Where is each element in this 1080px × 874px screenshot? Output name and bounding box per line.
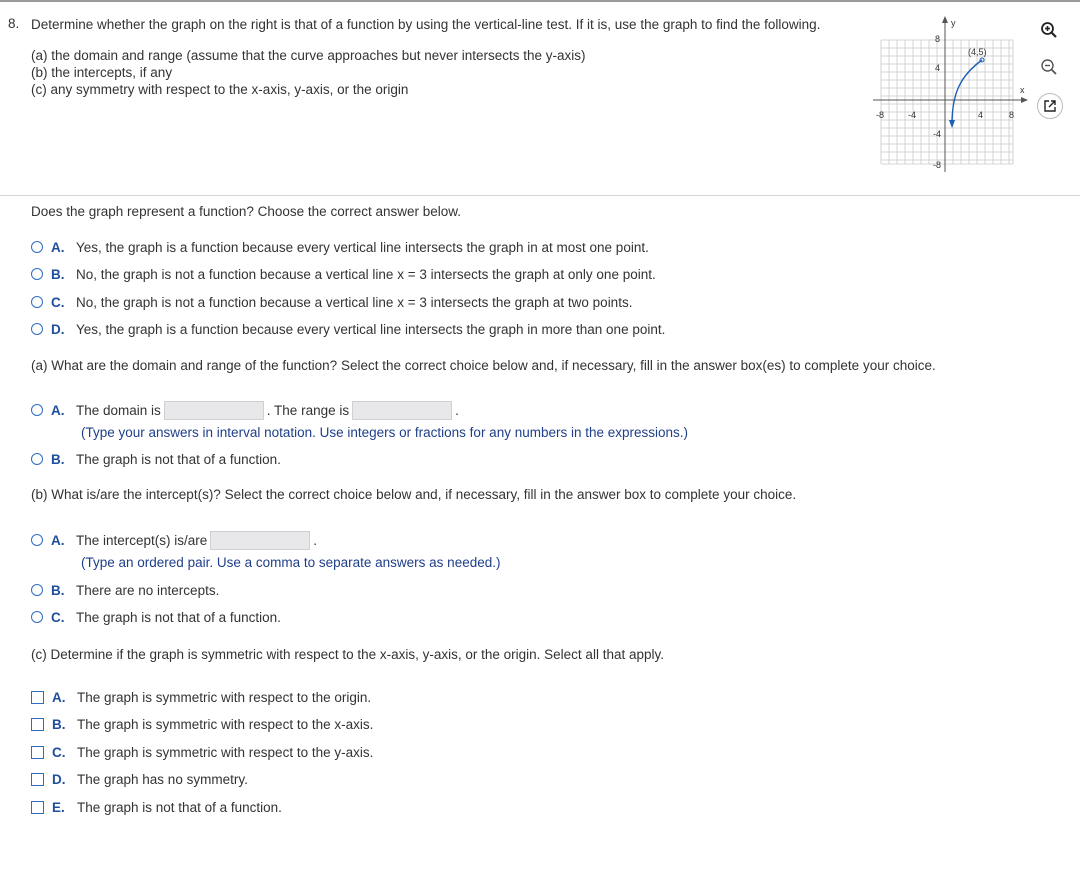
- part-c-option-c[interactable]: [31, 742, 373, 762]
- radio-button[interactable]: [31, 268, 43, 280]
- range-answer-box[interactable]: [352, 401, 452, 420]
- option-text: The graph has no symmetry.: [77, 771, 248, 787]
- option-text: The graph is symmetric with respect to the x-axis.: [77, 716, 374, 732]
- part-c-option-e[interactable]: [31, 797, 282, 817]
- part-c-option-b[interactable]: [31, 714, 373, 734]
- x-tick-label: -4: [908, 110, 917, 120]
- question-prompt: [31, 16, 831, 98]
- checkbox[interactable]: [31, 773, 44, 786]
- option-letter: C.: [52, 744, 66, 760]
- x-tick-label: -8: [876, 110, 885, 120]
- y-tick-label: 8: [935, 34, 941, 44]
- radio-button[interactable]: [31, 241, 43, 253]
- question-part-c: (c) any symmetry with respect to the x-axis, y-axis, or the origin: [31, 82, 409, 97]
- option-letter: A.: [52, 689, 66, 705]
- option-letter: E.: [52, 799, 65, 815]
- option-text: The graph is symmetric with respect to the y-axis.: [77, 744, 374, 760]
- section-divider: [0, 195, 1080, 196]
- question-number: 8.: [8, 16, 20, 31]
- option-text: The graph is not that of a function.: [76, 609, 281, 625]
- option-text: There are no intercepts.: [76, 582, 220, 598]
- part-c-option-d[interactable]: [31, 769, 248, 789]
- option-letter: B.: [51, 451, 65, 467]
- checkbox[interactable]: [31, 746, 44, 759]
- option-text: The graph is symmetric with respect to the origin.: [77, 689, 372, 705]
- zoom-in-button[interactable]: [1037, 18, 1061, 42]
- radio-button[interactable]: [31, 323, 43, 335]
- function-graph: [870, 14, 1030, 174]
- graph-grid: [881, 40, 1013, 164]
- option-letter: C.: [51, 294, 65, 310]
- part-a-hint: (Type your answers in interval notation. Use integers or fractions for any numbers in the expressions.): [81, 425, 689, 440]
- function-option-b[interactable]: [31, 264, 656, 284]
- option-letter: D.: [52, 771, 66, 787]
- function-option-a[interactable]: [31, 237, 649, 257]
- curve-arrow-icon: [949, 120, 955, 128]
- y-tick-label: 4: [935, 63, 941, 73]
- y-tick-label: -8: [933, 160, 942, 170]
- x-tick-label: 4: [978, 110, 984, 120]
- function-option-d[interactable]: [31, 319, 665, 339]
- option-letter: B.: [51, 266, 65, 282]
- option-letter: B.: [52, 716, 66, 732]
- y-tick-label: -4: [933, 129, 942, 139]
- radio-button[interactable]: [31, 404, 43, 416]
- radio-button[interactable]: [31, 453, 43, 465]
- external-link-icon: [1043, 99, 1057, 113]
- zoom-out-icon: [1040, 58, 1058, 76]
- checkbox[interactable]: [31, 718, 44, 731]
- part-a-option-a[interactable]: [31, 400, 459, 420]
- y-axis-label: y: [951, 18, 956, 28]
- question-part-b: (b) the intercepts, if any: [31, 65, 173, 80]
- option-text: No, the graph is not a function because a vertical line x = 3 intersects the graph at two points.: [76, 294, 633, 310]
- option-text: Yes, the graph is a function because every vertical line intersects the graph in at most one point.: [76, 239, 649, 255]
- option-text: The graph is not that of a function.: [76, 451, 281, 467]
- part-c-prompt: (c) Determine if the graph is symmetric with respect to the x-axis, y-axis, or the origin. Select all that apply.: [31, 647, 664, 662]
- option-text: Yes, the graph is a function because every vertical line intersects the graph in more than one point.: [76, 321, 666, 337]
- option-letter: A.: [51, 402, 65, 418]
- function-question-prompt: Does the graph represent a function? Choose the correct answer below.: [31, 204, 462, 219]
- part-b-hint: (Type an ordered pair. Use a comma to separate answers as needed.): [81, 555, 501, 570]
- point-label: (4,5): [968, 47, 987, 57]
- range-label: . The range is: [266, 402, 350, 418]
- part-a-option-b[interactable]: [31, 449, 281, 469]
- part-a-prompt: (a) What are the domain and range of the function? Select the correct choice below and, if necessary, fill in the answer box(es) to complete your choice.: [31, 358, 936, 373]
- radio-button[interactable]: [31, 534, 43, 546]
- option-text: The graph is not that of a function.: [77, 799, 282, 815]
- radio-button[interactable]: [31, 296, 43, 308]
- part-c-option-a[interactable]: [31, 687, 371, 707]
- domain-label: The domain is: [76, 402, 161, 418]
- option-letter: B.: [51, 582, 65, 598]
- sentence-end: .: [313, 532, 318, 548]
- x-tick-label: 8: [1009, 110, 1015, 120]
- part-b-option-c[interactable]: [31, 607, 281, 627]
- option-letter: A.: [51, 239, 65, 255]
- question-intro: Determine whether the graph on the right is that of a function by using the vertical-line test. If it is, use the graph to find the following.: [31, 17, 821, 32]
- zoom-in-icon: [1040, 21, 1058, 39]
- y-axis-arrow-icon: [942, 16, 948, 23]
- zoom-out-button[interactable]: [1037, 55, 1061, 79]
- function-option-c[interactable]: [31, 292, 632, 312]
- option-letter: A.: [51, 532, 65, 548]
- intercept-answer-box[interactable]: [210, 531, 310, 550]
- question-part-a: (a) the domain and range (assume that the curve approaches but never intersects the y-axis): [31, 48, 586, 63]
- checkbox[interactable]: [31, 801, 44, 814]
- part-b-option-b[interactable]: [31, 580, 219, 600]
- radio-button[interactable]: [31, 584, 43, 596]
- x-axis-arrow-icon: [1021, 97, 1028, 103]
- x-axis-label: x: [1020, 85, 1025, 95]
- pop-out-button[interactable]: [1037, 93, 1063, 119]
- option-letter: D.: [51, 321, 65, 337]
- sentence-end: .: [455, 402, 459, 418]
- option-letter: C.: [51, 609, 65, 625]
- intercept-label: The intercept(s) is/are: [76, 532, 208, 548]
- option-text: No, the graph is not a function because a vertical line x = 3 intersects the graph at only one point.: [76, 266, 656, 282]
- radio-button[interactable]: [31, 611, 43, 623]
- graph-axes: [873, 22, 1021, 172]
- checkbox[interactable]: [31, 691, 44, 704]
- top-divider: [0, 0, 1080, 2]
- domain-answer-box[interactable]: [164, 401, 264, 420]
- part-b-prompt: (b) What is/are the intercept(s)? Select the correct choice below and, if necessary, fill in the answer box to complete your choice.: [31, 487, 797, 502]
- part-b-option-a[interactable]: [31, 530, 317, 550]
